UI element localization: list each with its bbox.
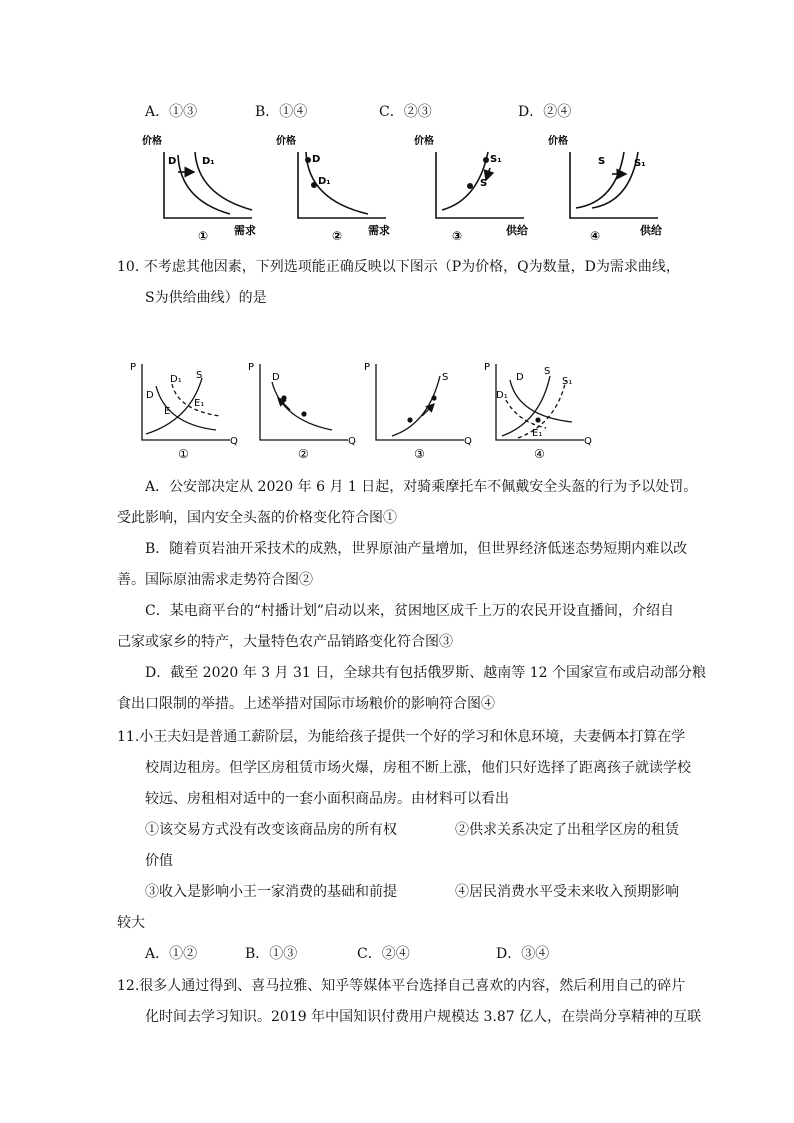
q9-chart4-caption: ④ [590,229,601,243]
q11-option-b: B．①③ [245,946,298,962]
q9-option-c: C．②③ [379,104,432,120]
q10-chart4-point-e1 [535,417,540,422]
q9-chart4-x-label: 供给 [640,224,662,237]
q10-option-a-line1: A．公安部决定从 2020 年 6 月 1 日起，对骑乘摩托车不佩戴安全头盔的行为予以处罚。 [145,479,698,495]
q11-stem-line3: 较远、房租相对适中的一套小面积商品房。由材料可以看出 [145,791,509,807]
q10-chart4-s1-label: S₁ [562,376,573,387]
q11-item-1: ①该交易方式没有改变该商品房的所有权 [145,822,397,838]
q10-chart3-axes [376,364,464,440]
q10-chart1-p-label: P [130,362,137,373]
q9-option-a: A．①③ [145,104,198,120]
q11-item-4a: ④居民消费水平受未来收入预期影响 [455,884,679,900]
q11-stem-line1: 11.小王夫妇是普通工薪阶层，为能给孩子提供一个好的学习和休息环境，夫妻俩本打算在学 [117,729,686,745]
q10-option-d-line2: 食出口限制的举措。上述举措对国际市场粮价的影响符合图④ [117,696,495,712]
q10-chart4-q-label: Q [584,436,592,447]
q10-chart1-axes [142,364,230,440]
q9-chart3-y-label: 价格 [414,136,434,147]
q10-chart1-caption: ① [178,447,189,461]
q11-option-c: C．②④ [357,946,410,962]
q9-chart2-point-d1 [311,182,317,188]
q9-chart2-d1-label: D₁ [318,176,331,187]
q10-chart2-curve-d [272,382,332,430]
q10-chart1-e-label: E [164,406,171,417]
q10-option-c-line1: C．某电商平台的“村播计划”启动以来，贫困地区成千上万的农民开设直播间，介绍自 [145,603,675,619]
q11-stem-line2: 校周边租房。但学区房租赁市场火爆，房租不断上涨，他们只好选择了距离孩子就读学校 [145,760,691,776]
q9-chart2-point-d [305,157,311,163]
q9-chart3-x-label: 供给 [506,224,528,237]
q10-chart1-e1-label: E₁ [194,398,205,409]
q9-chart1-d1-label: D₁ [202,156,215,167]
q10-chart4-p-label: P [484,362,491,373]
q9-chart3-caption: ③ [452,229,463,243]
q9-chart3-s-label: S [480,178,488,189]
q9-chart1-x-label: 需求 [234,224,256,237]
q10-option-c-line2: 己家或家乡的特产，大量特色农产品销路变化符合图③ [117,634,453,650]
q9-chart3-point-s1 [483,157,489,163]
q10-chart2-point2 [301,411,306,416]
q10-chart3-s-label: S [442,372,449,383]
q10-chart4-e1-label: E₁ [532,428,543,439]
q10-chart2-p-label: P [248,362,255,373]
q10-stem-line1: 10. 不考虑其他因素，下列选项能正确反映以下图示（P为价格，Q为数量，D为需求曲线， [117,259,680,275]
q11-item-3: ③收入是影响小王一家消费的基础和前提 [145,884,397,900]
q10-chart3-q-label: Q [464,436,472,447]
q10-stem-line2: S为供给曲线）的是 [145,290,267,306]
q9-chart1-y-label: 价格 [142,136,162,147]
q9-chart2-y-label: 价格 [276,136,296,147]
q9-chart4-s-label: S [598,156,606,167]
q11-option-a: A．①② [145,946,198,962]
q9-chart3-point-s [467,183,473,189]
q9-chart4-s1-label: S₁ [634,158,646,169]
q10-option-b-line1: B．随着页岩油开采技术的成熟，世界原油产量增加，但世界经济低迷态势短期内难以改 [145,541,688,557]
q10-option-b-line2: 善。国际原油需求走势符合图② [117,572,313,588]
q10-chart4-d-label: D [516,372,524,383]
q10-chart1-d-label: D [146,390,154,401]
q10-chart2-caption: ② [298,447,309,461]
q10-charts [126,358,606,466]
q10-chart2-point1 [281,395,286,400]
q10-chart1-q-label: Q [230,436,238,447]
q9-chart1-caption: ① [198,229,209,243]
q10-option-d-line1: D．截至 2020 年 3 月 31 日，全球共有包括俄罗斯、越南等 12 个国家宣布或启动部分粮 [145,665,706,681]
q12-stem-line2: 化时间去学习知识。2019 年中国知识付费用户规模达 3.87 亿人，在崇尚分享精神的互联 [145,1009,702,1025]
q9-chart2-d-label: D [312,154,321,165]
q10-chart4-caption: ④ [534,447,545,461]
q10-chart1-d1-label: D₁ [170,374,182,385]
q11-option-d: D．③④ [496,946,550,962]
q11-item-2b: 价值 [145,853,173,869]
q10-chart3-caption: ③ [414,447,425,461]
q9-chart4-y-label: 价格 [548,136,568,147]
q12-stem-line1: 12.很多人通过得到、喜马拉雅、知乎等媒体平台选择自己喜欢的内容，然后利用自己的碎片 [117,978,686,994]
q10-chart1-s-label: S [196,370,203,381]
q10-chart3-point2 [431,395,436,400]
q9-chart3-s1-label: S₁ [490,154,502,165]
q10-chart2-d-label: D [272,372,280,383]
q9-chart1-d-label: D [168,156,177,167]
q10-chart2-q-label: Q [348,436,356,447]
q9-option-b: B．①④ [255,104,308,120]
q10-chart3-p-label: P [364,362,371,373]
q9-option-d: D．②④ [518,104,572,120]
q9-chart2-caption: ② [332,229,343,243]
q9-chart2-x-label: 需求 [368,224,390,237]
q11-item-4b: 较大 [117,915,145,931]
q10-chart3-point1 [407,417,412,422]
q10-chart4-s-label: S [544,366,551,377]
q11-item-2a: ②供求关系决定了出租学区房的租赁 [455,822,679,838]
q9-charts [140,130,700,248]
q10-chart4-d1-label: D₁ [496,390,508,401]
q10-option-a-line2: 受此影响，国内安全头盔的价格变化符合图① [117,510,397,526]
